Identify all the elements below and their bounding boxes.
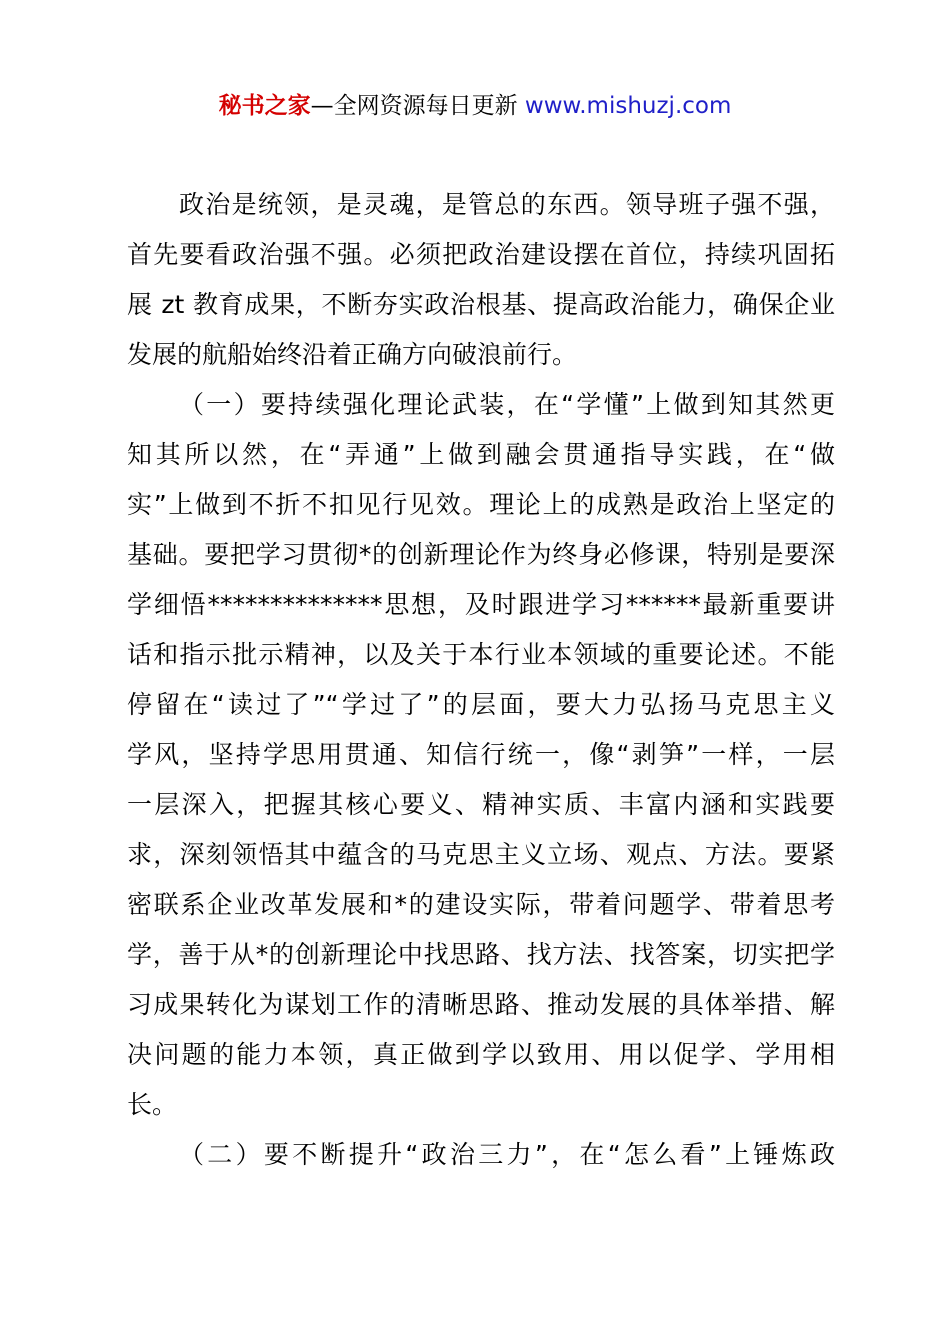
text-line: 话和指示批示精神，以及关于本行业本领域的重要论述。不能 — [127, 640, 835, 669]
text-line: 学，善于从*的创新理论中找思路、找方法、找答案，切实把学 — [127, 940, 835, 969]
text-line: 展 zt 教育成果，不断夯实政治根基、提高政治能力，确保企业 — [127, 290, 835, 319]
document-body — [127, 180, 835, 1180]
site-url-link[interactable]: www.mishuzj.com — [524, 93, 732, 119]
text-line: （二）要不断提升“政治三力”，在“怎么看”上锤炼政 — [179, 1140, 835, 1169]
text-line: 知其所以然，在“弄通”上做到融会贯通指导实践，在“做 — [127, 440, 835, 469]
text-line: 学细悟**************思想，及时跟进学习******最新重要讲 — [127, 590, 835, 619]
text-line: 停留在“读过了”“学过了”的层面，要大力弘扬马克思主义 — [127, 690, 835, 719]
text-line: 实”上做到不折不扣见行见效。理论上的成熟是政治上坚定的 — [127, 490, 835, 519]
text-line: 求，深刻领悟其中蕴含的马克思主义立场、观点、方法。要紧 — [127, 840, 835, 869]
text-line: 发展的航船始终沿着正确方向破浪前行。 — [127, 340, 578, 369]
text-line: 政治是统领，是灵魂，是管总的东西。领导班子强不强， — [179, 190, 835, 219]
text-line: 密联系企业改革发展和*的建设实际，带着问题学、带着思考 — [127, 890, 835, 919]
text-line: 首先要看政治强不强。必须把政治建设摆在首位，持续巩固拓 — [127, 240, 835, 269]
header-tagline: —全网资源每日更新 — [310, 93, 525, 119]
text-line: 决问题的能力本领，真正做到学以致用、用以促学、学用相 — [127, 1040, 835, 1069]
brand-name: 秘书之家 — [218, 93, 311, 119]
text-line: （一）要持续强化理论武装，在“学懂”上做到知其然更 — [179, 390, 835, 419]
text-line: 学风，坚持学思用贯通、知信行统一，像“剥笋”一样，一层 — [127, 740, 835, 769]
text-line: 一层深入，把握其核心要义、精神实质、丰富内涵和实践要 — [127, 790, 835, 819]
text-line: 基础。要把学习贯彻*的创新理论作为终身必修课，特别是要深 — [127, 540, 835, 569]
text-line: 长。 — [127, 1090, 178, 1119]
page-header — [0, 86, 950, 126]
text-line: 习成果转化为谋划工作的清晰思路、推动发展的具体举措、解 — [127, 990, 835, 1019]
